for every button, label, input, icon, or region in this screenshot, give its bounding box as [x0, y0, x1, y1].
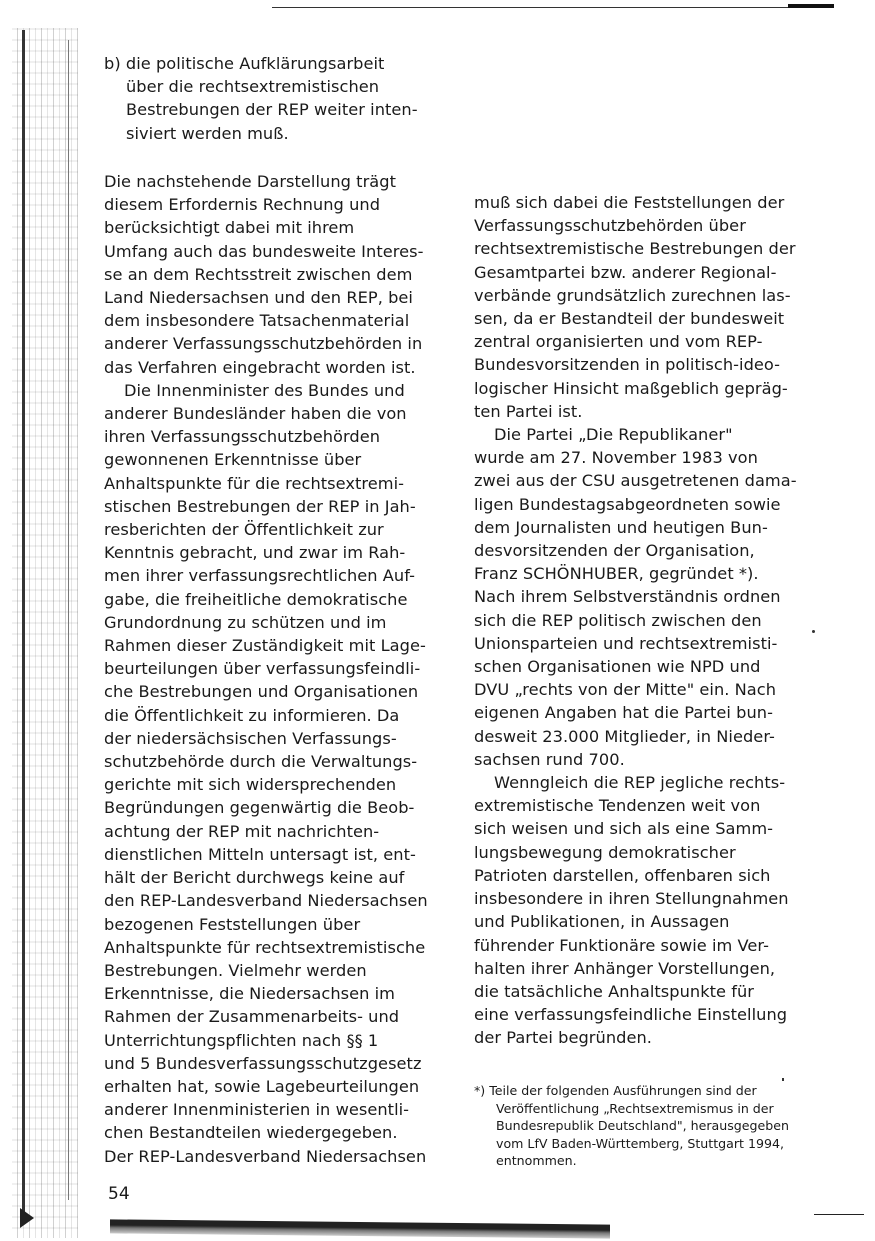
- body-line: extremistische Tendenzen weit von: [474, 796, 761, 816]
- body-line: und Publikationen, in Aussagen: [474, 912, 730, 932]
- body-line: und 5 Bundesverfassungsschutzgesetz: [104, 1053, 422, 1073]
- body-line: rechtsextremistische Bestrebungen der: [474, 239, 796, 259]
- body-line: eine verfassungsfeindliche Einstellung: [474, 1005, 788, 1025]
- body-line: stischen Bestrebungen der REP in Jah-: [104, 496, 416, 516]
- intro-line: über die rechtsextremistischen: [126, 77, 380, 97]
- body-line: muß sich dabei die Feststellungen der: [474, 193, 785, 212]
- footnote-line: entnommen.: [496, 1153, 577, 1169]
- body-line: sich weisen und sich als eine Samm-: [474, 819, 774, 839]
- body-line: chen Bestandteilen wiedergegeben.: [104, 1123, 398, 1143]
- body-line: Anhaltspunkte für die rechtsextremi-: [104, 473, 405, 493]
- body-line: sen, da er Bestandteil der bundesweit: [474, 309, 785, 329]
- body-line: der Partei begründen.: [474, 1028, 652, 1048]
- body-line: verbände grundsätzlich zurechnen las-: [474, 285, 791, 305]
- body-line: achtung der REP mit nachrichten-: [104, 821, 380, 841]
- body-line: zentral organisierten und vom REP-: [474, 332, 763, 352]
- body-line: gabe, die freiheitliche demokratische: [104, 589, 408, 609]
- body-line: anderer Bundesländer haben die von: [104, 404, 407, 424]
- bottom-right-rule: [814, 1214, 864, 1215]
- body-line: Nach ihrem Selbstverständnis ordnen: [474, 587, 781, 607]
- bottom-rule: [110, 1219, 610, 1238]
- body-line: diesem Erfordernis Rechnung und: [104, 195, 381, 215]
- scan-binding-line-inner: [68, 40, 69, 1200]
- body-line: Verfassungsschutzbehörden über: [474, 216, 746, 236]
- body-line: ihren Verfassungsschutzbehörden: [104, 427, 381, 447]
- footnote-line: vom LfV Baden-Württemberg, Stuttgart 1994,: [496, 1135, 785, 1151]
- body-line: ligen Bundestagsabgeordneten sowie: [474, 494, 781, 514]
- body-line: den REP-Landesverband Niedersachsen: [104, 891, 428, 911]
- scan-arrow-mark: [20, 1208, 34, 1228]
- body-line: erhalten hat, sowie Lagebeurteilungen: [104, 1076, 420, 1096]
- scan-binding-line: [22, 30, 25, 1220]
- body-line: berücksichtigt dabei mit ihrem: [104, 218, 355, 238]
- footnote-line: Bundesrepublik Deutschland", herausgegeben: [496, 1118, 790, 1134]
- top-rule: [272, 7, 832, 8]
- body-line: Der REP-Landesverband Niedersachsen: [104, 1146, 427, 1166]
- body-line: dienstlichen Mitteln untersagt ist, ent-: [104, 844, 416, 864]
- body-line: Die Innenminister des Bundes und: [124, 380, 405, 400]
- body-line: Wenngleich die REP jegliche rechts-: [494, 773, 786, 793]
- right-column: [474, 191, 797, 1050]
- body-line: hält der Bericht durchwegs keine auf: [104, 868, 405, 888]
- body-line: wurde am 27. November 1983 von: [474, 448, 758, 468]
- body-line: halten ihrer Anhänger Vorstellungen,: [474, 958, 776, 978]
- body-line: dem Journalisten und heutigen Bun-: [474, 517, 768, 537]
- body-line: anderer Innenministerien in wesentli-: [104, 1100, 410, 1120]
- page-number: 54: [108, 1184, 130, 1204]
- body-line: schen Organisationen wie NPD und: [474, 657, 761, 677]
- body-line: Unionsparteien und rechtsextremisti-: [474, 633, 778, 653]
- body-line: insbesondere in ihren Stellungnahmen: [474, 889, 789, 909]
- body-line: Gesamtpartei bzw. anderer Regional-: [474, 262, 777, 282]
- body-line: die Öffentlichkeit zu informieren. Da: [104, 705, 400, 725]
- body-line: eigenen Angaben hat die Partei bun-: [474, 703, 773, 723]
- body-line: Rahmen der Zusammenarbeits- und: [104, 1007, 400, 1027]
- body-line: beurteilungen über verfassungsfeindli-: [104, 659, 421, 679]
- body-line: die tatsächliche Anhaltspunkte für: [474, 981, 754, 1001]
- body-line: Land Niedersachsen und den REP, bei: [104, 288, 413, 308]
- body-line: schutzbehörde durch die Verwaltungs-: [104, 752, 418, 772]
- body-line: Patrioten darstellen, offenbaren sich: [474, 865, 771, 885]
- body-line: das Verfahren eingebracht worden ist.: [104, 357, 416, 377]
- body-line: Begründungen gegenwärtig die Beob-: [104, 798, 415, 818]
- body-line: che Bestrebungen und Organisationen: [104, 682, 419, 702]
- body-line: anderer Verfassungsschutzbehörden in: [104, 334, 423, 354]
- intro-line: b) die politische Aufklärungsarbeit: [104, 54, 385, 73]
- intro-line: siviert werden muß.: [126, 123, 289, 143]
- body-line: gerichte mit sich widersprechenden: [104, 775, 397, 795]
- scan-speck: [782, 1078, 784, 1081]
- footnote-line: Veröffentlichung „Rechtsextremismus in der: [496, 1100, 774, 1116]
- body-line: Anhaltspunkte für rechtsextremistische: [104, 937, 426, 957]
- body-line: zwei aus der CSU ausgetretenen dama-: [474, 471, 797, 491]
- body-line: Bestrebungen. Vielmehr werden: [104, 960, 367, 980]
- top-rule-mark: [788, 4, 834, 8]
- body-line: sachsen rund 700.: [474, 749, 625, 769]
- body-line: Erkenntnisse, die Niedersachsen im: [104, 984, 395, 1004]
- body-line: Franz SCHÖNHUBER, gegründet *).: [474, 564, 759, 584]
- body-line: se an dem Rechtsstreit zwischen dem: [104, 264, 413, 284]
- footnote-line: *) Teile der folgenden Ausführungen sind der: [474, 1083, 757, 1098]
- footnote: [474, 1082, 789, 1170]
- left-column: [104, 170, 428, 1168]
- body-line: lungsbewegung demokratischer: [474, 842, 736, 862]
- body-line: ten Partei ist.: [474, 401, 583, 421]
- body-line: Bundesvorsitzenden in politisch-ideo-: [474, 355, 781, 375]
- body-line: Die Partei „Die Republikaner": [494, 425, 733, 445]
- body-line: men ihrer verfassungsrechtlichen Auf-: [104, 566, 415, 586]
- intro-list-item: [104, 52, 418, 145]
- body-line: logischer Hinsicht maßgeblich gepräg-: [474, 378, 788, 398]
- body-line: desvorsitzenden der Organisation,: [474, 541, 755, 561]
- intro-line: Bestrebungen der REP weiter inten-: [126, 100, 418, 120]
- body-line: der niedersächsischen Verfassungs-: [104, 728, 397, 748]
- body-line: DVU „rechts von der Mitte" ein. Nach: [474, 680, 777, 700]
- body-line: führender Funktionäre sowie im Ver-: [474, 935, 769, 955]
- scan-speck: [812, 630, 815, 633]
- body-line: Grundordnung zu schützen und im: [104, 612, 387, 632]
- body-line: bezogenen Feststellungen über: [104, 914, 361, 934]
- body-line: Kenntnis gebracht, und zwar im Rah-: [104, 543, 406, 563]
- body-line: Unterrichtungspflichten nach §§ 1: [104, 1030, 379, 1050]
- body-line: resberichten der Öffentlichkeit zur: [104, 520, 384, 540]
- body-line: Die nachstehende Darstellung trägt: [104, 172, 396, 191]
- body-line: Rahmen dieser Zuständigkeit mit Lage-: [104, 636, 426, 656]
- body-line: dem insbesondere Tatsachenmaterial: [104, 311, 410, 331]
- body-line: sich die REP politisch zwischen den: [474, 610, 762, 630]
- body-line: gewonnenen Erkenntnisse über: [104, 450, 362, 470]
- body-line: desweit 23.000 Mitglieder, in Nieder-: [474, 726, 775, 746]
- body-line: Umfang auch das bundesweite Interes-: [104, 241, 424, 261]
